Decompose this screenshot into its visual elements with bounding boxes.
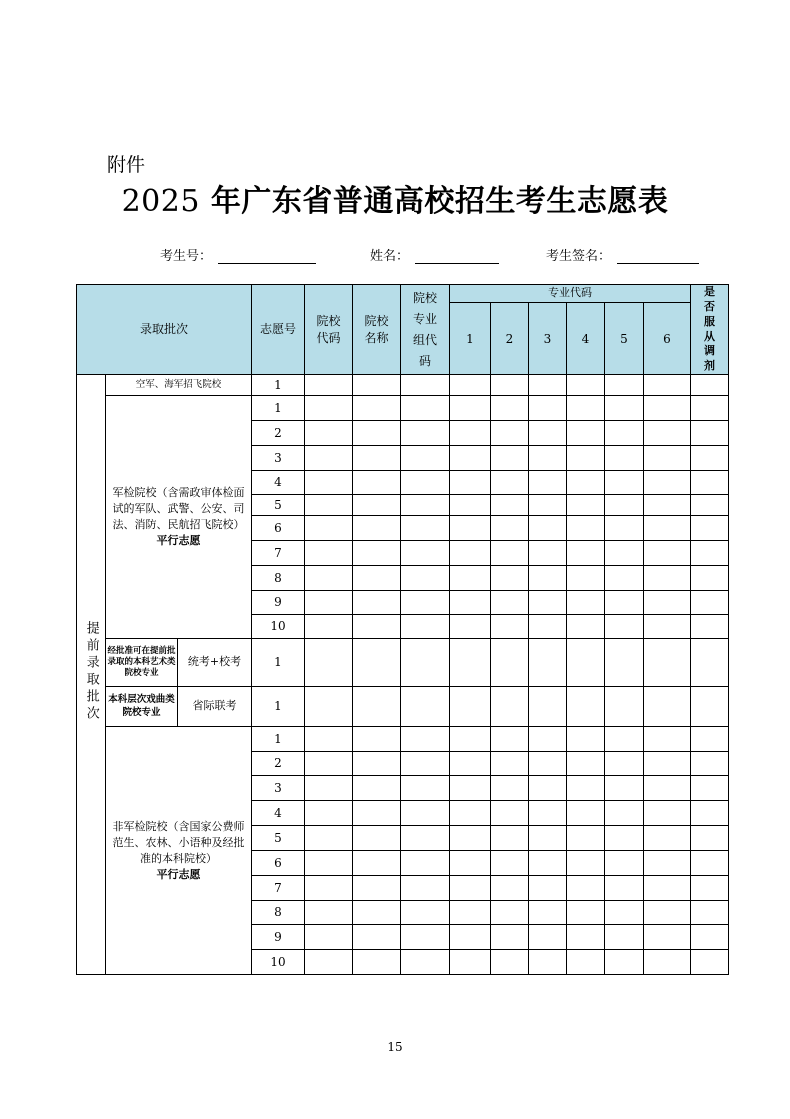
entry-cell[interactable] — [491, 446, 529, 471]
entry-cell[interactable] — [529, 421, 567, 446]
entry-cell[interactable] — [567, 826, 605, 851]
entry-cell[interactable] — [491, 925, 529, 950]
table-row — [77, 375, 729, 396]
header-adjust: 是否服从调剂 — [691, 285, 729, 375]
entry-cell[interactable] — [401, 727, 450, 752]
entry-cell[interactable] — [691, 752, 729, 776]
attachment-label: 附件 — [107, 154, 146, 176]
page-number: 15 — [387, 1040, 403, 1054]
entry-cell[interactable] — [529, 591, 567, 615]
entry-cell[interactable] — [491, 421, 529, 446]
entry-cell[interactable] — [401, 541, 450, 566]
page-title: 2025 年广东省普通高校招生考生志愿表 — [121, 184, 669, 219]
entry-cell[interactable] — [529, 375, 567, 396]
entry-cell[interactable] — [605, 687, 644, 727]
entry-cell[interactable] — [353, 826, 401, 851]
entry-cell[interactable] — [529, 826, 567, 851]
entry-cell[interactable] — [305, 901, 353, 925]
entry-cell[interactable] — [353, 615, 401, 639]
entry-cell[interactable] — [305, 687, 353, 727]
entry-cell[interactable] — [644, 876, 691, 901]
entry-cell[interactable] — [644, 801, 691, 826]
entry-cell[interactable] — [491, 615, 529, 639]
entry-cell[interactable] — [529, 446, 567, 471]
entry-cell[interactable] — [353, 396, 401, 421]
entry-cell[interactable] — [605, 566, 644, 591]
entry-cell[interactable] — [567, 566, 605, 591]
entry-cell[interactable] — [644, 752, 691, 776]
entry-cell[interactable] — [450, 541, 491, 566]
entry-cell[interactable] — [401, 752, 450, 776]
entry-cell[interactable] — [644, 727, 691, 752]
entry-cell[interactable] — [401, 687, 450, 727]
entry-cell[interactable] — [567, 541, 605, 566]
entry-cell[interactable] — [401, 495, 450, 516]
entry-cell[interactable] — [450, 687, 491, 727]
entry-cell[interactable] — [691, 421, 729, 446]
wish-number: 2 — [252, 421, 305, 446]
entry-cell[interactable] — [305, 950, 353, 975]
non-military-group-label: 非军检院校（含国家公费师范生、农林、小语种及经批准的本科院校） 平行志愿 — [106, 727, 252, 975]
entry-cell[interactable] — [491, 752, 529, 776]
entry-cell[interactable] — [491, 471, 529, 495]
drama-exam: 省际联考 — [178, 687, 252, 727]
entry-cell[interactable] — [691, 446, 729, 471]
entry-cell[interactable] — [353, 541, 401, 566]
entry-cell[interactable] — [353, 516, 401, 541]
entry-cell[interactable] — [529, 396, 567, 421]
entry-cell[interactable] — [567, 591, 605, 615]
entry-cell[interactable] — [305, 446, 353, 471]
entry-cell[interactable] — [401, 396, 450, 421]
wish-number: 4 — [252, 471, 305, 495]
wish-number: 5 — [252, 495, 305, 516]
entry-cell[interactable] — [450, 446, 491, 471]
entry-cell[interactable] — [529, 615, 567, 639]
entry-cell[interactable] — [529, 495, 567, 516]
entry-cell[interactable] — [450, 421, 491, 446]
entry-cell[interactable] — [305, 925, 353, 950]
entry-cell[interactable] — [605, 901, 644, 925]
entry-cell[interactable] — [353, 591, 401, 615]
entry-cell[interactable] — [567, 687, 605, 727]
wish-number: 2 — [252, 752, 305, 776]
entry-cell[interactable] — [353, 639, 401, 687]
entry-cell[interactable] — [305, 727, 353, 752]
entry-cell[interactable] — [491, 687, 529, 727]
entry-cell[interactable] — [691, 727, 729, 752]
entry-cell[interactable] — [691, 516, 729, 541]
entry-cell[interactable] — [605, 615, 644, 639]
entry-cell[interactable] — [529, 566, 567, 591]
entry-cell[interactable] — [567, 876, 605, 901]
entry-cell[interactable] — [691, 375, 729, 396]
entry-cell[interactable] — [353, 687, 401, 727]
entry-cell[interactable] — [691, 950, 729, 975]
entry-cell[interactable] — [644, 901, 691, 925]
entry-cell[interactable] — [353, 876, 401, 901]
air-navy-label: 空军、海军招飞院校 — [106, 375, 252, 396]
entry-cell[interactable] — [567, 396, 605, 421]
entry-cell[interactable] — [691, 776, 729, 801]
entry-cell[interactable] — [491, 396, 529, 421]
entry-cell[interactable] — [353, 752, 401, 776]
entry-cell[interactable] — [305, 851, 353, 876]
entry-cell[interactable] — [450, 876, 491, 901]
entry-cell[interactable] — [305, 826, 353, 851]
header-major-3: 3 — [529, 303, 567, 375]
entry-cell[interactable] — [401, 851, 450, 876]
entry-cell[interactable] — [691, 591, 729, 615]
entry-cell[interactable] — [691, 876, 729, 901]
entry-cell[interactable] — [691, 615, 729, 639]
table-row — [77, 396, 729, 421]
entry-cell[interactable] — [450, 375, 491, 396]
wish-number: 7 — [252, 541, 305, 566]
header-major-2: 2 — [491, 303, 529, 375]
entry-cell[interactable] — [450, 396, 491, 421]
wish-number: 1 — [252, 727, 305, 752]
entry-cell[interactable] — [401, 801, 450, 826]
wish-number: 9 — [252, 925, 305, 950]
wish-number: 5 — [252, 826, 305, 851]
drama-label: 本科层次戏曲类院校专业 — [106, 687, 178, 727]
entry-cell[interactable] — [567, 752, 605, 776]
entry-cell[interactable] — [691, 639, 729, 687]
entry-cell[interactable] — [605, 591, 644, 615]
entry-cell[interactable] — [691, 801, 729, 826]
entry-cell[interactable] — [353, 727, 401, 752]
entry-cell[interactable] — [353, 925, 401, 950]
entry-cell[interactable] — [691, 396, 729, 421]
entry-cell[interactable] — [644, 396, 691, 421]
entry-cell[interactable] — [529, 541, 567, 566]
entry-cell[interactable] — [305, 752, 353, 776]
header-major-5: 5 — [605, 303, 644, 375]
entry-cell[interactable] — [644, 421, 691, 446]
entry-cell[interactable] — [605, 446, 644, 471]
wish-number: 3 — [252, 446, 305, 471]
entry-cell[interactable] — [450, 925, 491, 950]
wish-number: 6 — [252, 851, 305, 876]
entry-cell[interactable] — [450, 776, 491, 801]
entry-cell[interactable] — [401, 471, 450, 495]
entry-cell[interactable] — [529, 687, 567, 727]
entry-cell[interactable] — [644, 375, 691, 396]
entry-cell[interactable] — [605, 752, 644, 776]
entry-cell[interactable] — [305, 876, 353, 901]
entry-cell[interactable] — [605, 776, 644, 801]
entry-cell[interactable] — [305, 396, 353, 421]
entry-cell[interactable] — [305, 516, 353, 541]
entry-cell[interactable] — [644, 446, 691, 471]
entry-cell[interactable] — [353, 446, 401, 471]
table-row — [77, 727, 729, 752]
entry-cell[interactable] — [605, 925, 644, 950]
entry-cell[interactable] — [567, 615, 605, 639]
header-major-code: 专业代码 — [450, 285, 691, 303]
entry-cell[interactable] — [450, 950, 491, 975]
entry-cell[interactable] — [305, 776, 353, 801]
entry-cell[interactable] — [401, 421, 450, 446]
entry-cell[interactable] — [691, 541, 729, 566]
entry-cell[interactable] — [605, 375, 644, 396]
entry-cell[interactable] — [529, 752, 567, 776]
entry-cell[interactable] — [691, 901, 729, 925]
name-line[interactable] — [415, 249, 499, 264]
entry-cell[interactable] — [305, 421, 353, 446]
entry-cell[interactable] — [491, 901, 529, 925]
wish-number: 8 — [252, 901, 305, 925]
entry-cell[interactable] — [644, 925, 691, 950]
entry-cell[interactable] — [401, 901, 450, 925]
entry-cell[interactable] — [567, 639, 605, 687]
entry-cell[interactable] — [491, 776, 529, 801]
entry-cell[interactable] — [305, 495, 353, 516]
wish-number: 3 — [252, 776, 305, 801]
entry-cell[interactable] — [567, 516, 605, 541]
entry-cell[interactable] — [567, 776, 605, 801]
entry-cell[interactable] — [644, 566, 691, 591]
wish-number: 8 — [252, 566, 305, 591]
entry-cell[interactable] — [605, 396, 644, 421]
entry-cell[interactable] — [401, 516, 450, 541]
entry-cell[interactable] — [605, 639, 644, 687]
wish-number: 1 — [252, 375, 305, 396]
entry-cell[interactable] — [491, 591, 529, 615]
entry-cell[interactable] — [305, 541, 353, 566]
entry-cell[interactable] — [605, 876, 644, 901]
table-row — [77, 639, 729, 687]
entry-cell[interactable] — [353, 950, 401, 975]
entry-cell[interactable] — [353, 801, 401, 826]
art-label: 经批准可在提前批录取的本科艺术类院校专业 — [106, 639, 178, 687]
entry-cell[interactable] — [605, 826, 644, 851]
entry-cell[interactable] — [491, 950, 529, 975]
entry-cell[interactable] — [353, 901, 401, 925]
entry-cell[interactable] — [450, 901, 491, 925]
entry-cell[interactable] — [567, 925, 605, 950]
entry-cell[interactable] — [491, 516, 529, 541]
entry-cell[interactable] — [644, 615, 691, 639]
entry-cell[interactable] — [450, 639, 491, 687]
entry-cell[interactable] — [567, 727, 605, 752]
entry-cell[interactable] — [401, 591, 450, 615]
entry-cell[interactable] — [605, 950, 644, 975]
entry-cell[interactable] — [491, 876, 529, 901]
entry-cell[interactable] — [401, 639, 450, 687]
entry-cell[interactable] — [491, 826, 529, 851]
entry-cell[interactable] — [305, 591, 353, 615]
entry-cell[interactable] — [305, 566, 353, 591]
entry-cell[interactable] — [491, 639, 529, 687]
entry-cell[interactable] — [644, 541, 691, 566]
entry-cell[interactable] — [401, 446, 450, 471]
signature-line[interactable] — [617, 249, 699, 264]
military-group-label: 军检院校（含需政审体检面试的军队、武警、公安、司法、消防、民航招飞院校） 平行志愿 — [106, 396, 252, 639]
entry-cell[interactable] — [691, 851, 729, 876]
entry-cell[interactable] — [691, 925, 729, 950]
entry-cell[interactable] — [353, 776, 401, 801]
entry-cell[interactable] — [529, 801, 567, 826]
entry-cell[interactable] — [491, 541, 529, 566]
entry-cell[interactable] — [529, 925, 567, 950]
entry-cell[interactable] — [305, 639, 353, 687]
entry-cell[interactable] — [401, 566, 450, 591]
entry-cell[interactable] — [605, 541, 644, 566]
entry-cell[interactable] — [567, 950, 605, 975]
entry-cell[interactable] — [450, 801, 491, 826]
entry-cell[interactable] — [353, 495, 401, 516]
entry-cell[interactable] — [529, 516, 567, 541]
entry-cell[interactable] — [450, 752, 491, 776]
entry-cell[interactable] — [567, 375, 605, 396]
header-wish-no: 志愿号 — [252, 285, 305, 375]
entry-cell[interactable] — [401, 776, 450, 801]
entry-cell[interactable] — [450, 516, 491, 541]
wish-number: 1 — [252, 687, 305, 727]
wish-number: 1 — [252, 639, 305, 687]
header-major-group-code: 院校专业组代码 — [401, 285, 450, 375]
entry-cell[interactable] — [605, 801, 644, 826]
entry-cell[interactable] — [450, 471, 491, 495]
entry-cell[interactable] — [401, 876, 450, 901]
entry-cell[interactable] — [491, 495, 529, 516]
entry-cell[interactable] — [644, 776, 691, 801]
header-major-1: 1 — [450, 303, 491, 375]
name-field[interactable]: 姓名： — [370, 245, 499, 264]
entry-cell[interactable] — [529, 851, 567, 876]
entry-cell[interactable] — [605, 495, 644, 516]
entry-cell[interactable] — [691, 566, 729, 591]
wish-number: 4 — [252, 801, 305, 826]
entry-cell[interactable] — [353, 566, 401, 591]
student-id-line[interactable] — [218, 249, 316, 264]
entry-cell[interactable] — [529, 471, 567, 495]
entry-cell[interactable] — [644, 495, 691, 516]
entry-cell[interactable] — [605, 516, 644, 541]
entry-cell[interactable] — [305, 375, 353, 396]
entry-cell[interactable] — [691, 471, 729, 495]
entry-cell[interactable] — [605, 727, 644, 752]
entry-cell[interactable] — [491, 566, 529, 591]
entry-cell[interactable] — [305, 801, 353, 826]
entry-cell[interactable] — [491, 851, 529, 876]
entry-cell[interactable] — [605, 421, 644, 446]
entry-cell[interactable] — [401, 615, 450, 639]
entry-cell[interactable] — [644, 851, 691, 876]
entry-cell[interactable] — [605, 851, 644, 876]
entry-cell[interactable] — [529, 901, 567, 925]
wish-number: 7 — [252, 876, 305, 901]
entry-cell[interactable] — [353, 375, 401, 396]
wish-number: 10 — [252, 615, 305, 639]
entry-cell[interactable] — [644, 471, 691, 495]
entry-cell[interactable] — [605, 471, 644, 495]
header-batch: 录取批次 — [77, 285, 252, 375]
entry-cell[interactable] — [353, 421, 401, 446]
entry-cell[interactable] — [450, 727, 491, 752]
header-major-6: 6 — [644, 303, 691, 375]
entry-cell[interactable] — [644, 826, 691, 851]
signature-field[interactable]: 考生签名： — [546, 245, 699, 264]
entry-cell[interactable] — [491, 727, 529, 752]
entry-cell[interactable] — [691, 826, 729, 851]
entry-cell[interactable] — [491, 375, 529, 396]
entry-cell[interactable] — [567, 421, 605, 446]
entry-cell[interactable] — [529, 776, 567, 801]
wish-number: 10 — [252, 950, 305, 975]
art-exam: 统考+校考 — [178, 639, 252, 687]
batch-vertical-label: 提前录取批次 — [77, 375, 106, 975]
wish-table — [76, 284, 729, 975]
entry-cell[interactable] — [401, 950, 450, 975]
entry-cell[interactable] — [353, 471, 401, 495]
entry-cell[interactable] — [691, 687, 729, 727]
entry-cell[interactable] — [401, 925, 450, 950]
entry-cell[interactable] — [529, 639, 567, 687]
entry-cell[interactable] — [529, 876, 567, 901]
entry-cell[interactable] — [491, 801, 529, 826]
wish-number: 1 — [252, 396, 305, 421]
entry-cell[interactable] — [529, 950, 567, 975]
header-major-4: 4 — [567, 303, 605, 375]
entry-cell[interactable] — [567, 901, 605, 925]
entry-cell[interactable] — [450, 566, 491, 591]
entry-cell[interactable] — [401, 826, 450, 851]
table-row — [77, 687, 729, 727]
header-school-name: 院校名称 — [353, 285, 401, 375]
wish-number: 6 — [252, 516, 305, 541]
entry-cell[interactable] — [644, 950, 691, 975]
entry-cell[interactable] — [401, 375, 450, 396]
entry-cell[interactable] — [644, 591, 691, 615]
entry-cell[interactable] — [529, 727, 567, 752]
entry-cell[interactable] — [644, 516, 691, 541]
entry-cell[interactable] — [450, 495, 491, 516]
entry-cell[interactable] — [644, 687, 691, 727]
entry-cell[interactable] — [691, 495, 729, 516]
entry-cell[interactable] — [567, 495, 605, 516]
entry-cell[interactable] — [353, 851, 401, 876]
entry-cell[interactable] — [305, 471, 353, 495]
entry-cell[interactable] — [450, 851, 491, 876]
student-id-field[interactable]: 考生号： — [160, 245, 316, 264]
entry-cell[interactable] — [305, 615, 353, 639]
entry-cell[interactable] — [644, 639, 691, 687]
entry-cell[interactable] — [450, 826, 491, 851]
entry-cell[interactable] — [567, 446, 605, 471]
header-school-code: 院校代码 — [305, 285, 353, 375]
wish-number: 9 — [252, 591, 305, 615]
entry-cell[interactable] — [567, 471, 605, 495]
entry-cell[interactable] — [567, 851, 605, 876]
entry-cell[interactable] — [567, 801, 605, 826]
entry-cell[interactable] — [450, 591, 491, 615]
entry-cell[interactable] — [450, 615, 491, 639]
